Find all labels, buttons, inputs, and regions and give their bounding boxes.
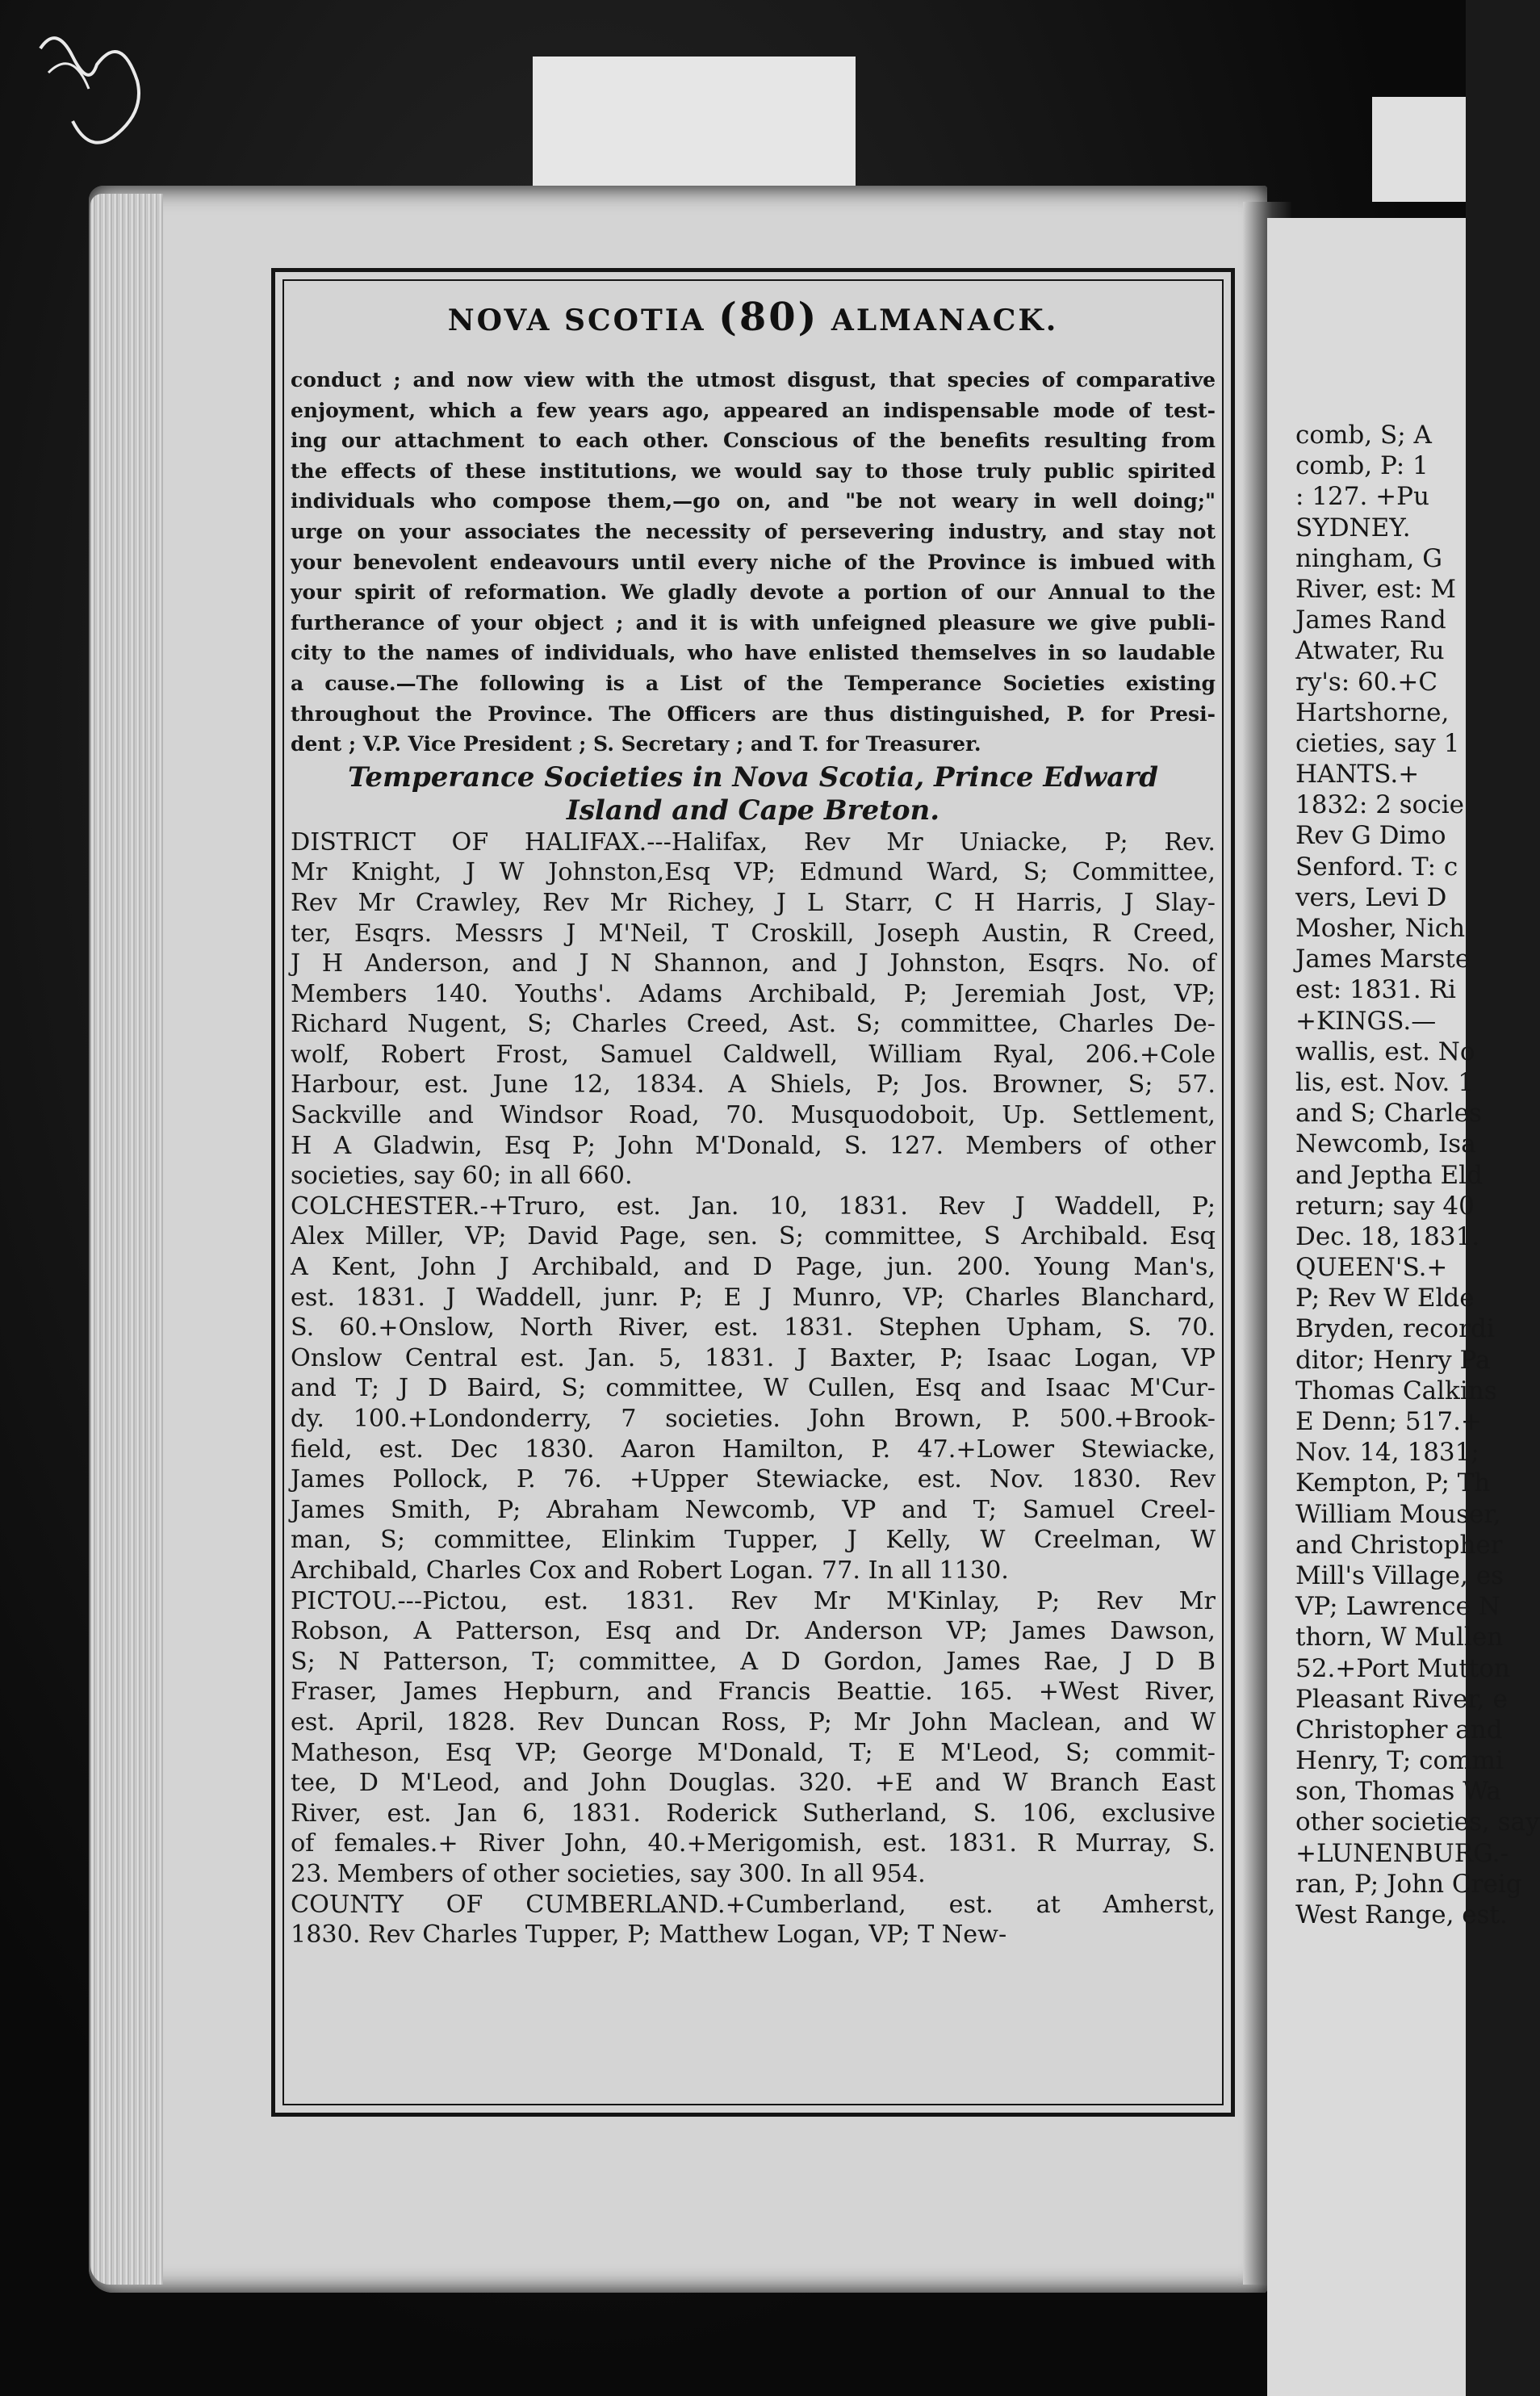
text-line: Rev Mr Crawley, Rev Mr Richey, J L Starr, C H Harris, J Slay-	[291, 888, 1216, 917]
text-line: urge on your associates the necessity of persevering industry, and stay not	[291, 519, 1216, 543]
right-page-text	[1295, 420, 1540, 1930]
text-line: S; N Patterson, T; committee, A D Gordon, James Rae, J D B	[291, 1647, 1216, 1676]
text-line: Harbour, est. June 12, 1834. A Shiels, P; Jos. Browner, S; 57.	[291, 1070, 1216, 1100]
text-line: Newcomb, Isa	[1295, 1129, 1476, 1159]
text-line: 52.+Port Mutton	[1295, 1653, 1510, 1683]
text-line: A Kent, John J Archibald, and D Page, jun. 200. Young Man's,	[291, 1253, 1216, 1282]
text-line: throughout the Province. The Officers are thus distinguished, P. for Presi-	[291, 702, 1216, 726]
text-line: a cause.—The following is a List of the Temperance Societies existing	[291, 671, 1216, 695]
text-line: individuals who compose them,—go on, and "be not weary in well doing;"	[291, 489, 1216, 513]
text-line: E Denn; 517.+	[1295, 1407, 1482, 1436]
text-line: 23. Members of other societies, say 300. In all 954.	[291, 1859, 926, 1888]
text-line: lis, est. Nov. 1	[1295, 1067, 1474, 1097]
text-line: COUNTY OF CUMBERLAND.+Cumberland, est. at Amherst,	[291, 1890, 1216, 1919]
text-line: wolf, Robert Frost, Samuel Caldwell, William Ryal, 206.+Cole	[291, 1040, 1216, 1069]
text-line: ter, Esqrs. Messrs J M'Neil, T Croskill, Joseph Austin, R Creed,	[291, 919, 1216, 948]
text-line: Mosher, Nich	[1295, 914, 1466, 943]
text-line: COLCHESTER.-+Truro, est. Jan. 10, 1831. Rev J Waddell, P;	[291, 1192, 1216, 1221]
text-line: Alex Miller, VP; David Page, sen. S; committee, S Archibald. Esq	[291, 1222, 1216, 1251]
text-line: Members 140. Youths'. Adams Archibald, P; Jeremiah Jost, VP;	[291, 979, 1216, 1008]
text-line: est: 1831. Ri	[1295, 975, 1456, 1005]
text-line: ry's: 60.+C	[1295, 667, 1438, 697]
heading-line: Temperance Societies in Nova Scotia, Prince Edward	[347, 760, 1159, 794]
text-line: VP; Lawrence N	[1295, 1592, 1500, 1622]
text-line: James Rand	[1295, 605, 1446, 635]
text-line: comb, P: 1	[1295, 451, 1429, 481]
text-line: and S; Charles	[1295, 1099, 1482, 1129]
text-line: field, est. Dec 1830. Aaron Hamilton, P. 47.+Lower Stewiacke,	[291, 1435, 1216, 1464]
text-line: ditor; Henry Pa	[1295, 1345, 1491, 1375]
text-line: wallis, est. No	[1295, 1037, 1475, 1066]
text-line: Richard Nugent, S; Charles Creed, Ast. S; committee, Charles De-	[291, 1010, 1216, 1039]
text-line: est. April, 1828. Rev Duncan Ross, P; Mr John Maclean, and W	[291, 1707, 1216, 1736]
text-line: Mill's Village, es	[1295, 1560, 1504, 1590]
text-line: Hartshorne,	[1295, 697, 1450, 727]
text-line: Onslow Central est. Jan. 5, 1831. J Baxter, P; Isaac Logan, VP	[291, 1343, 1216, 1372]
header-title-left: NOVA SCOTIA	[447, 304, 706, 337]
text-line: +KINGS.—	[1295, 1006, 1437, 1036]
text-line: William Mouser,	[1295, 1499, 1501, 1529]
text-line: DISTRICT OF HALIFAX.---Halifax, Rev Mr Uniacke, P; Rev.	[291, 827, 1216, 857]
heading-line: Island and Cape Breton.	[566, 794, 940, 827]
text-line: Fraser, James Hepburn, and Francis Beattie. 165. +West River,	[291, 1678, 1216, 1707]
text-line: comb, S; A	[1295, 421, 1432, 450]
text-line: Archibald, Charles Cox and Robert Logan. 77. In all 1130.	[291, 1556, 1009, 1585]
text-line: and Christopher	[1295, 1530, 1503, 1560]
text-line: son, Thomas Wa	[1295, 1777, 1501, 1807]
text-line: Atwater, Ru	[1295, 636, 1445, 666]
page-number: (80)	[718, 295, 819, 340]
text-line: Kempton, P; Th	[1295, 1468, 1491, 1498]
text-line: H A Gladwin, Esq P; John M'Donald, S. 127. Members of other	[291, 1131, 1216, 1160]
society-listings	[291, 827, 1216, 1950]
text-line: 1832: 2 socie	[1295, 790, 1464, 820]
text-line: Thomas Calkins	[1295, 1376, 1497, 1405]
text-line: James Pollock, P. 76. +Upper Stewiacke, est. Nov. 1830. Rev	[291, 1465, 1216, 1494]
pencil-scribble-icon	[24, 16, 169, 178]
text-line: ningham, G	[1295, 543, 1443, 573]
text-line: Mr Knight, J W Johnston,Esq VP; Edmund Ward, S; Committee,	[291, 858, 1216, 887]
text-line: Robson, A Patterson, Esq and Dr. Anderson VP; James Dawson,	[291, 1617, 1216, 1646]
text-line: West Range, est.	[1295, 1900, 1508, 1929]
text-line: est. 1831. J Waddell, junr. P; E J Munro, VP; Charles Blanchard,	[291, 1283, 1216, 1312]
text-line: ran, P; John Creig	[1295, 1869, 1522, 1899]
text-line: man, S; committee, Elinkim Tupper, J Kelly, W Creelman, W	[291, 1526, 1216, 1555]
text-line: Sackville and Windsor Road, 70. Musquodoboit, Up. Settlement,	[291, 1101, 1216, 1130]
text-line: city to the names of individuals, who have enlisted themselves in so laudable	[291, 641, 1216, 665]
section-heading	[291, 761, 1216, 827]
text-line: J H Anderson, and J N Shannon, and J Johnston, Esqrs. No. of	[291, 949, 1216, 978]
text-line: PICTOU.---Pictou, est. 1831. Rev Mr M'Kinlay, P; Rev Mr	[291, 1586, 1216, 1615]
text-line: vers, Levi D	[1295, 882, 1447, 912]
text-line: Dec. 18, 1831.	[1295, 1221, 1480, 1251]
page-edges	[90, 194, 163, 2285]
text-line: James Smith, P; Abraham Newcomb, VP and T; Samuel Creel-	[291, 1495, 1216, 1524]
text-line: SYDNEY.	[1295, 513, 1411, 542]
text-line: other societies, say	[1295, 1807, 1540, 1837]
text-line: Pleasant River, e	[1295, 1684, 1508, 1714]
text-line: QUEEN'S.+	[1295, 1253, 1448, 1283]
text-line: the effects of these institutions, we would say to those truly public spirited	[291, 459, 1216, 483]
text-line: dy. 100.+Londonderry, 7 societies. John Brown, P. 500.+Brook-	[291, 1405, 1216, 1433]
text-line: dent ; V.P. Vice President ; S. Secretary ; and T. for Treasurer.	[291, 732, 981, 756]
text-line: ing our attachment to each other. Conscious of the benefits resulting from	[291, 429, 1216, 453]
text-line: furtherance of your object ; and it is with unfeigned pleasure we give publi-	[291, 610, 1216, 635]
text-line: of females.+ River John, 40.+Merigomish, est. 1831. R Murray, S.	[291, 1829, 1216, 1858]
article-body	[291, 365, 1216, 2101]
text-line: Matheson, Esq VP; George M'Donald, T; E M'Leod, S; commit-	[291, 1738, 1216, 1767]
text-line: your benevolent endeavours until every niche of the Province is imbued with	[291, 550, 1216, 574]
text-line: and Jeptha Eld	[1295, 1160, 1483, 1190]
text-line: your spirit of reformation. We gladly devote a portion of our Annual to the	[291, 580, 1216, 605]
text-line: Christopher and	[1295, 1715, 1503, 1745]
text-line: Senford. T: c	[1295, 852, 1458, 882]
text-line: : 127. +Pu	[1295, 482, 1429, 512]
text-line: conduct ; and now view with the utmost disgust, that species of comparative	[291, 368, 1216, 392]
text-line: tee, D M'Leod, and John Douglas. 320. +E and W Branch East	[291, 1769, 1216, 1798]
paper-tab-right	[1372, 97, 1466, 202]
text-line: enjoyment, which a few years ago, appeared an indispensable mode of test-	[291, 398, 1216, 422]
text-line: societies, say 60; in all 660.	[291, 1162, 633, 1191]
text-line: and T; J D Baird, S; committee, W Cullen, Esq and Isaac M'Cur-	[291, 1374, 1216, 1403]
text-line: 1830. Rev Charles Tupper, P; Matthew Logan, VP; T New-	[291, 1921, 1007, 1950]
page-header	[291, 295, 1216, 351]
text-line: Nov. 14, 1831;	[1295, 1438, 1479, 1468]
text-line: cieties, say 1	[1295, 728, 1460, 758]
text-line: +LUNENBURG.-	[1295, 1838, 1509, 1868]
text-line: return; say 40	[1295, 1191, 1475, 1221]
text-line: Bryden, recordi	[1295, 1314, 1495, 1344]
text-line: River, est: M	[1295, 574, 1456, 604]
intro-paragraph	[291, 365, 1216, 760]
text-line: thorn, W Mullen	[1295, 1623, 1504, 1652]
text-line: HANTS.+	[1295, 760, 1420, 790]
text-line: James Marste	[1295, 945, 1471, 974]
text-line: Rev G Dimo	[1295, 821, 1446, 851]
text-line: P; Rev W Elde	[1295, 1284, 1475, 1313]
text-line: Henry, T; commi	[1295, 1746, 1504, 1776]
text-line: S. 60.+Onslow, North River, est. 1831. Stephen Upham, S. 70.	[291, 1313, 1216, 1343]
text-line: River, est. Jan 6, 1831. Roderick Sutherland, S. 106, exclusive	[291, 1799, 1216, 1828]
header-title-right: ALMANACK.	[831, 304, 1059, 337]
